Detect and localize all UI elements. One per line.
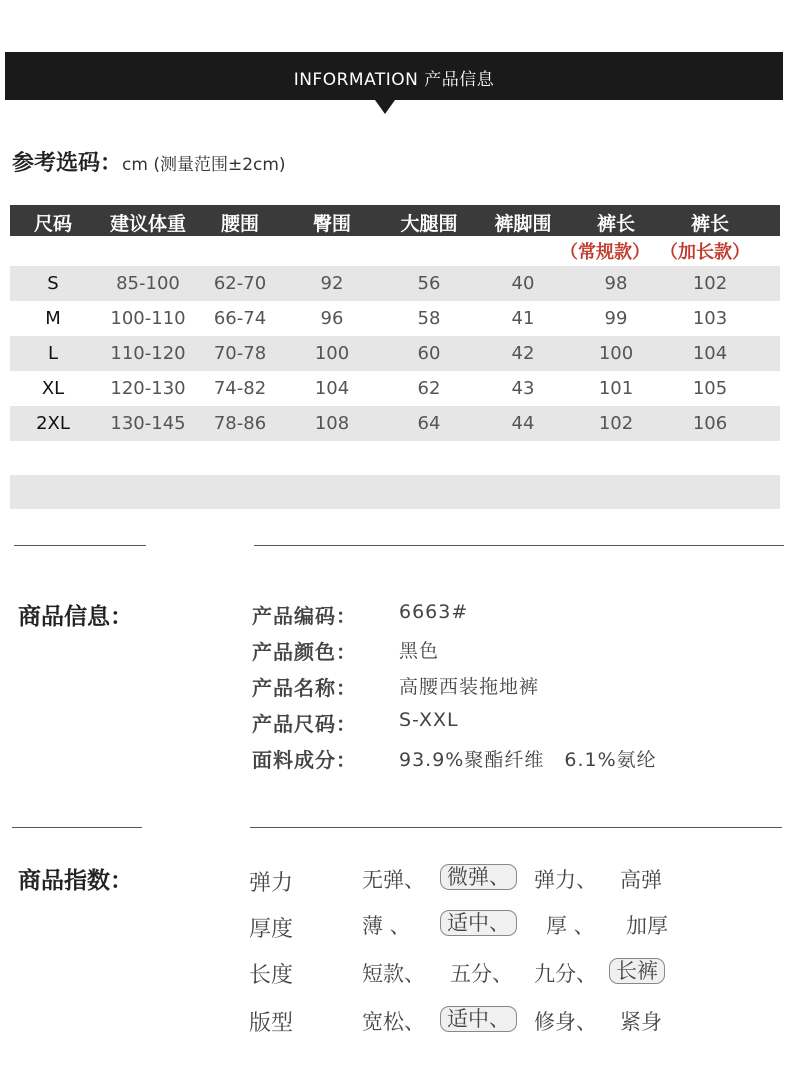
table-cell: 78-86: [213, 413, 267, 434]
table-cell: 70-78: [213, 343, 267, 364]
table-cell: S: [47, 273, 59, 294]
table-row: [10, 301, 780, 336]
banner-title: INFORMATION 产品信息: [293, 70, 495, 90]
option: 修身、: [534, 1010, 597, 1034]
table-cell: 105: [692, 378, 728, 399]
divider: [254, 545, 784, 546]
table-cell: 99: [604, 308, 628, 329]
option: 短款、: [362, 962, 425, 986]
banner-arrow-icon: [375, 100, 395, 114]
table-cell: 85-100: [116, 273, 180, 294]
info-label: 产品名称：: [252, 676, 357, 700]
info-label: 产品尺码：: [252, 712, 357, 736]
table-cell: 60: [417, 343, 441, 364]
header-thigh: 大腿围: [400, 213, 458, 235]
table-row: [10, 336, 780, 371]
table-cell: 92: [320, 273, 344, 294]
header-size: 尺码: [33, 213, 72, 235]
table-cell: 44: [511, 413, 535, 434]
option: 宽松、: [362, 1010, 425, 1034]
option: 高弹: [620, 868, 662, 892]
spacer-bar: [10, 475, 780, 509]
option: 厚 、: [546, 914, 595, 938]
option: 薄 、: [362, 914, 411, 938]
table-cell: 64: [417, 413, 441, 434]
table-cell: 100: [314, 343, 350, 364]
header-length-regular: 裤长: [596, 213, 635, 235]
subheader-regular: （常规款）: [560, 242, 650, 263]
table-cell: 104: [314, 378, 350, 399]
table-cell: 103: [692, 308, 728, 329]
info-label: 面料成分：: [252, 748, 357, 772]
index-label-thickness: 厚度: [249, 917, 294, 942]
table-cell: 58: [417, 308, 441, 329]
size-reference-note: cm (测量范围±2cm): [122, 155, 286, 175]
table-cell: 101: [598, 378, 634, 399]
product-info-title: 商品信息：: [18, 604, 133, 630]
table-cell: 96: [320, 308, 344, 329]
size-table: [10, 205, 780, 441]
option: 紧身: [620, 1010, 662, 1034]
table-cell: 102: [598, 413, 634, 434]
header-leg-opening: 裤脚围: [494, 213, 552, 235]
table-cell: 102: [692, 273, 728, 294]
divider: [14, 545, 146, 546]
table-cell: 98: [604, 273, 628, 294]
table-cell: M: [45, 308, 61, 329]
table-cell: 66-74: [213, 308, 267, 329]
subheader-long: （加长款）: [660, 242, 750, 263]
table-cell: 2XL: [36, 413, 70, 434]
product-index-title: 商品指数：: [18, 868, 133, 894]
table-cell: 56: [417, 273, 441, 294]
table-cell: 74-82: [213, 378, 267, 399]
option-selected: 微弹、: [440, 864, 517, 890]
header-hip: 臀围: [312, 213, 351, 235]
option: 弹力、: [534, 868, 597, 892]
table-cell: XL: [41, 378, 65, 399]
table-row: [10, 266, 780, 301]
option-selected: 适中、: [440, 910, 517, 936]
info-value: 黑色: [399, 640, 440, 662]
info-value: S-XXL: [399, 709, 459, 731]
size-reference-heading: [12, 146, 286, 177]
info-label: 产品颜色：: [252, 640, 357, 664]
option: 五分、: [450, 962, 513, 986]
table-cell: 108: [314, 413, 350, 434]
divider: [12, 827, 142, 828]
option: 加厚: [626, 914, 668, 938]
table-cell: 130-145: [110, 413, 186, 434]
table-cell: 62-70: [213, 273, 267, 294]
option-selected: 长裤: [609, 958, 665, 984]
table-cell: L: [47, 343, 59, 364]
header-banner: [5, 52, 783, 100]
option-selected: 适中、: [440, 1006, 517, 1032]
size-table-subheader: [10, 236, 780, 266]
table-cell: 42: [511, 343, 535, 364]
table-cell: 41: [511, 308, 535, 329]
table-cell: 62: [417, 378, 441, 399]
table-row: [10, 406, 780, 441]
index-label-elasticity: 弹力: [249, 871, 294, 896]
table-cell: 40: [511, 273, 535, 294]
table-cell: 43: [511, 378, 535, 399]
table-cell: 106: [692, 413, 728, 434]
index-label-length: 长度: [249, 963, 294, 988]
index-label-fit: 版型: [249, 1011, 294, 1036]
table-row: [10, 371, 780, 406]
header-length-long: 裤长: [690, 213, 729, 235]
table-cell: 110-120: [110, 343, 186, 364]
table-cell: 104: [692, 343, 728, 364]
info-value: 6663#: [399, 601, 469, 623]
header-weight: 建议体重: [109, 213, 186, 235]
table-cell: 120-130: [110, 378, 186, 399]
table-cell: 100-110: [110, 308, 186, 329]
header-waist: 腰围: [220, 213, 259, 235]
info-value: 93.9%聚酯纤维 6.1%氨纶: [399, 749, 657, 771]
divider: [250, 827, 782, 828]
info-value: 高腰西装拖地裤: [399, 676, 540, 698]
table-cell: 100: [598, 343, 634, 364]
option: 九分、: [534, 962, 597, 986]
size-reference-title: 参考选码：: [12, 151, 123, 176]
info-label: 产品编码：: [252, 604, 357, 628]
option: 无弹、: [362, 868, 425, 892]
size-table-header: [10, 205, 780, 236]
